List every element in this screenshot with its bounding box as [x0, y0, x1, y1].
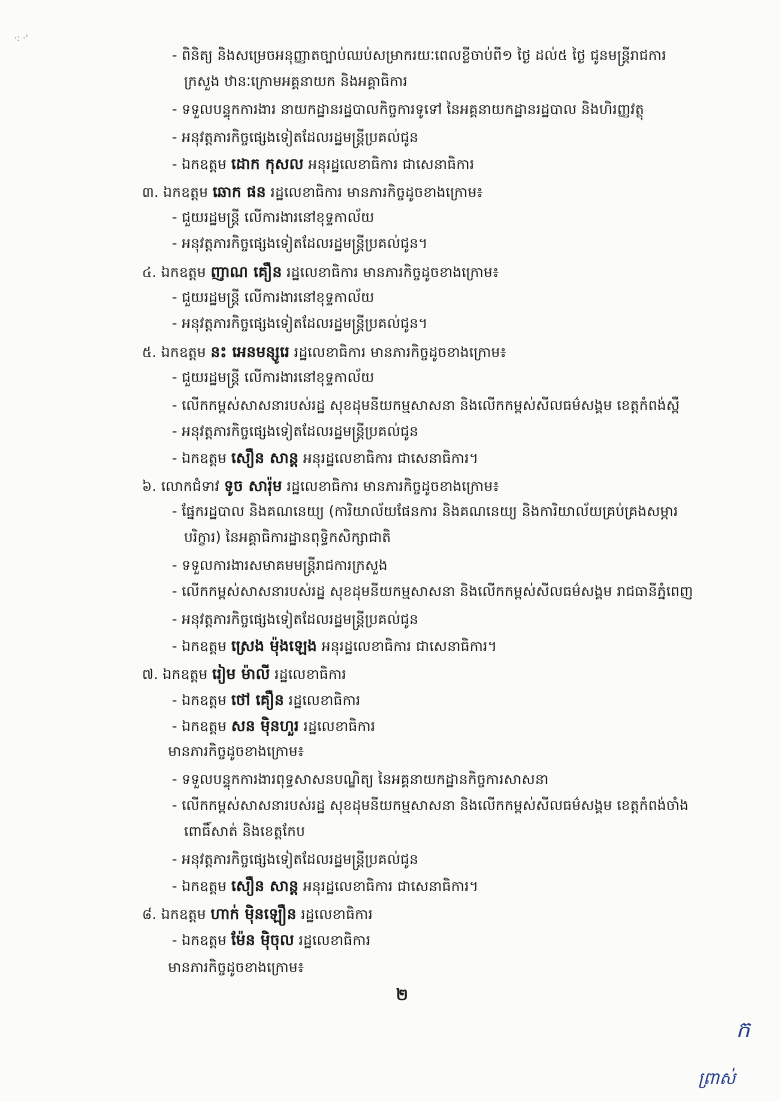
- text-line: [142, 342, 506, 363]
- text-segment: ៤. ឯកឧត្តម: [142, 265, 211, 281]
- text-segment: រដ្ឋលេខាធិការ: [294, 933, 371, 949]
- text-line: - អនុវត្តភារកិច្ចផ្សេងទៀតដែលរដ្ឋមន្ត្រីប្រគល់ជូន: [172, 130, 419, 146]
- text-line: [172, 636, 497, 657]
- text-segment: ៧. ឯកឧត្តម: [142, 667, 213, 683]
- text-line: - អនុវត្តភារកិច្ចផ្សេងទៀតដែលរដ្ឋមន្ត្រីប្រគល់ជូន: [172, 424, 419, 440]
- text-segment: - ឯកឧត្តម: [172, 639, 232, 655]
- text-segment: រដ្ឋលេខាធិការ: [296, 907, 373, 923]
- text-line: ពោធិ៍សាត់ និងខេត្តកែប: [184, 824, 306, 840]
- text-line: [172, 154, 474, 175]
- text-line: [172, 690, 360, 711]
- text-segment: អនុរដ្ឋលេខាធិការ ជាសេនាធិការ។: [317, 639, 497, 655]
- text-segment: អនុរដ្ឋលេខាធិការ ជាសេនាធិការ: [303, 157, 475, 173]
- official-name: ឆោក ផន: [212, 183, 266, 201]
- official-name: សឿន សាន្ត: [231, 877, 299, 895]
- text-line: - អនុវត្តភារកិច្ចផ្សេងទៀតដែលរដ្ឋមន្ត្រីប្រគល់ជូន។: [172, 236, 428, 252]
- official-name: ហាក់ ម៉ិនឡឿន: [210, 905, 297, 923]
- text-line: - ជួយរដ្ឋមន្ត្រី លើការងារនៅខុទ្ទកាល័យ: [172, 370, 375, 386]
- handwritten-initials: ក: [736, 1018, 750, 1043]
- text-line: [142, 904, 373, 925]
- text-segment: រដ្ឋលេខាធិការ: [269, 667, 347, 683]
- text-line: - ជួយរដ្ឋមន្ត្រី លើការងារនៅខុទ្ទកាល័យ: [172, 290, 375, 306]
- text-line: [142, 182, 483, 203]
- text-line: - ជួយរដ្ឋមន្ត្រី លើការងារនៅខុទ្ទកាល័យ: [172, 210, 375, 226]
- text-segment: - ឯកឧត្តម: [172, 719, 232, 735]
- text-segment: អនុរដ្ឋលេខាធិការ ជាសេនាធិការ។: [298, 879, 479, 895]
- official-name: ទូច សារ៉ុម: [223, 477, 283, 495]
- official-name: ស្រេង ម៉ុងឡេង: [231, 637, 318, 655]
- text-line: [172, 448, 478, 469]
- text-line: ក្រសួង ឋានៈក្រោមអគ្គនាយក និងអគ្គាធិការ: [184, 74, 408, 90]
- official-name: ថៅ គឿន: [231, 691, 285, 709]
- text-line: [172, 876, 478, 897]
- official-name: ម៉ែន ម៉ិចុល: [231, 931, 295, 949]
- text-line: - លើកកម្ពស់សាសនារបស់រដ្ឋ សុខដុមនីយកម្មសាសនា និងលើកកម្ពស់សីលធម៌សង្គម ខេត្តកំពង់ស្ពឺ: [172, 398, 680, 414]
- text-line: បរិក្ខារ) នៃអគ្គាធិការដ្ឋានពុទ្ធិកសិក្សាជាតិ: [184, 530, 392, 546]
- text-segment: ៣. ឯកឧត្តម: [142, 185, 213, 201]
- text-segment: រដ្ឋលេខាធិការ មានភារកិច្ចដូចខាងក្រោម៖: [281, 265, 499, 281]
- official-name: រៀម ម៉ាលី: [212, 665, 270, 683]
- text-segment: ៦. លោកជំទាវ: [142, 479, 224, 495]
- text-line: [172, 716, 375, 737]
- text-segment: ៨. ឯកឧត្តម: [142, 907, 211, 923]
- text-segment: អនុរដ្ឋលេខាធិការ ជាសេនាធិការ។: [298, 451, 479, 467]
- text-line: - ពិនិត្យ និងសម្រេចអនុញ្ញាតច្បាប់ឈប់សម្រាករយៈពេលខ្លីចាប់ពី១ ថ្ងៃ ដល់៥ ថ្ងៃ ជូនមន្ត្រីរាជការ: [172, 48, 667, 64]
- official-name: ញាណ គឿន: [210, 263, 282, 281]
- text-line: - អនុវត្តភារកិច្ចផ្សេងទៀតដែលរដ្ឋមន្ត្រីប្រគល់ជូន: [172, 612, 419, 628]
- text-line: - លើកកម្ពស់សាសនារបស់រដ្ឋ សុខដុមនីយកម្មសាសនា និងលើកកម្ពស់សីលធម៌សង្គម ខេត្តកំពង់ចាំង: [172, 798, 689, 814]
- text-line: - ផ្នែករដ្ឋបាល និងគណនេយ្យ (ការិយាល័យផែនការ និងគណនេយ្យ និងការិយាល័យគ្រប់គ្រងសម្ភារ: [172, 504, 679, 520]
- scan-speck: ·: ·': [14, 34, 29, 44]
- handwritten-signature: ព្រាស់: [698, 1069, 736, 1089]
- official-name: សឿន សាន្ត: [231, 449, 299, 467]
- text-line: - លើកកម្ពស់សាសនារបស់រដ្ឋ សុខដុមនីយកម្មសាសនា និងលើកកម្ពស់សីលធម៌សង្គម រាជធានីភ្នំពេញ: [172, 584, 694, 600]
- text-segment: - ឯកឧត្តម: [172, 693, 232, 709]
- official-name: សន ម៉ិនហួរ: [231, 717, 299, 735]
- text-line: - អនុវត្តភារកិច្ចផ្សេងទៀតដែលរដ្ឋមន្ត្រីប្រគល់ជូន: [172, 852, 419, 868]
- text-segment: - ឯកឧត្តម: [172, 157, 232, 173]
- text-segment: រដ្ឋលេខាធិការ មានភារកិច្ចដូចខាងក្រោម៖: [289, 345, 507, 361]
- text-segment: - ឯកឧត្តម: [172, 451, 232, 467]
- text-segment: រដ្ឋលេខាធិការ: [284, 693, 361, 709]
- text-line: - ទទួលការងារសមាគមមន្ត្រីរាជការក្រសួង: [172, 558, 388, 574]
- text-line: - ទទួលបន្ទុកការងារពុទ្ធសាសនបណ្ឌិត្យ នៃអគ្គនាយកដ្ឋានកិច្ចការសាសនា: [172, 772, 549, 788]
- page-number: ២: [396, 985, 409, 1004]
- text-line: [142, 664, 346, 685]
- official-name: ដោក កុសល: [231, 155, 304, 173]
- text-line: [142, 262, 499, 283]
- text-segment: រដ្ឋលេខាធិការ មានភារកិច្ចដូចខាងក្រោម៖: [282, 479, 500, 495]
- text-line: - ទទួលបន្ទុកការងារ នាយកដ្ឋានរដ្ឋបាលកិច្ចការទូទៅ នៃអគ្គនាយកដ្ឋានរដ្ឋបាល និងហិរញ្ញវត្ថុ: [172, 102, 645, 118]
- text-segment: - ឯកឧត្តម: [172, 933, 232, 949]
- official-name: នះ អេនមន្សូរេ: [210, 343, 290, 361]
- text-line: [172, 930, 371, 951]
- text-line: - អនុវត្តភារកិច្ចផ្សេងទៀតដែលរដ្ឋមន្ត្រីប្រគល់ជូន។: [172, 316, 428, 332]
- text-line: មានភារកិច្ចដូចខាងក្រោម៖: [168, 960, 305, 976]
- text-segment: ៥. ឯកឧត្តម: [142, 345, 211, 361]
- text-segment: រដ្ឋលេខាធិការ: [299, 719, 376, 735]
- text-line: [142, 476, 499, 497]
- text-line: មានភារកិច្ចដូចខាងក្រោម៖: [168, 744, 305, 760]
- text-segment: រដ្ឋលេខាធិការ មានភារកិច្ចដូចខាងក្រោម៖: [266, 185, 483, 201]
- text-segment: - ឯកឧត្តម: [172, 879, 232, 895]
